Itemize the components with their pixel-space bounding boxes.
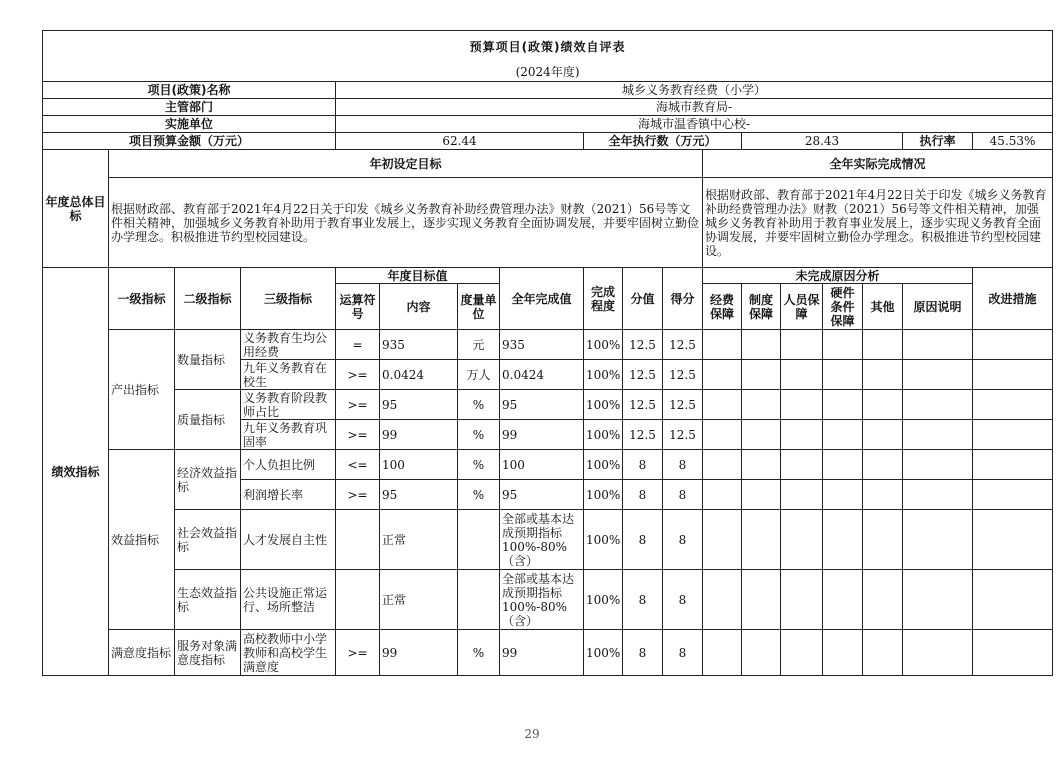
unit-cell: 元 <box>458 330 500 360</box>
full-score-cell: 12.5 <box>623 330 663 360</box>
score-cell: 12.5 <box>663 330 703 360</box>
unit-cell <box>458 570 500 630</box>
page-number: 29 <box>524 727 540 741</box>
unit-cell: % <box>458 420 500 450</box>
full-score-cell: 12.5 <box>623 360 663 390</box>
level3-cell: 个人负担比例 <box>241 450 336 480</box>
project-name-value: 城乡义务教育经费（小学） <box>336 82 1053 99</box>
unit-cell: 万人 <box>458 360 500 390</box>
actual-result-header: 全年实际完成情况 <box>703 150 1053 178</box>
header-reason-staff: 人员保障 <box>781 284 823 330</box>
full-score-cell: 8 <box>623 510 663 570</box>
actual-cell: 95 <box>500 480 584 510</box>
actual-cell: 935 <box>500 330 584 360</box>
header-reason-other: 其他 <box>863 284 903 330</box>
initial-goal-header: 年初设定目标 <box>109 150 703 178</box>
level3-cell: 利润增长率 <box>241 480 336 510</box>
header-reason-group: 未完成原因分析 <box>703 268 973 284</box>
table-row <box>43 390 1053 420</box>
actual-cell: 0.0424 <box>500 360 584 390</box>
score-cell: 8 <box>663 570 703 630</box>
unit-cell: % <box>458 480 500 510</box>
score-cell: 8 <box>663 480 703 510</box>
score-cell: 8 <box>663 450 703 480</box>
unit-cell: % <box>458 450 500 480</box>
completion-cell: 100% <box>584 330 623 360</box>
actual-cell: 99 <box>500 630 584 676</box>
operator-cell: <= <box>336 450 380 480</box>
table-row <box>43 450 1053 480</box>
budget-label: 项目预算金额（万元） <box>43 133 336 150</box>
unit-cell: % <box>458 630 500 676</box>
execution-value: 28.43 <box>742 133 903 150</box>
header-reason-hardware: 硬件条件保障 <box>823 284 863 330</box>
content-cell: 935 <box>380 330 458 360</box>
content-cell: 0.0424 <box>380 360 458 390</box>
full-score-cell: 8 <box>623 570 663 630</box>
level1-satisfaction: 满意度指标 <box>109 630 175 676</box>
actual-cell: 全部或基本达成预期指标100%-80%（含） <box>500 510 584 570</box>
operator-cell: >= <box>336 630 380 676</box>
operator-cell: >= <box>336 390 380 420</box>
level3-cell: 人才发展自主性 <box>241 510 336 570</box>
actual-cell: 99 <box>500 420 584 450</box>
execution-label: 全年执行数（万元） <box>584 133 742 150</box>
content-cell: 99 <box>380 420 458 450</box>
operator-cell: >= <box>336 420 380 450</box>
performance-indicators-label: 绩效指标 <box>43 268 109 676</box>
level2-service: 服务对象满意度指标 <box>175 630 241 676</box>
score-cell: 12.5 <box>663 390 703 420</box>
header-operator: 运算符号 <box>336 284 380 330</box>
level2-ecological: 生态效益指标 <box>175 570 241 630</box>
completion-cell: 100% <box>584 570 623 630</box>
content-cell: 正常 <box>380 570 458 630</box>
header-content: 内容 <box>380 284 458 330</box>
level2-quality: 质量指标 <box>175 390 241 450</box>
completion-cell: 100% <box>584 480 623 510</box>
score-cell: 8 <box>663 630 703 676</box>
header-full-score: 分值 <box>623 268 663 330</box>
completion-cell: 100% <box>584 360 623 390</box>
header-reason-explain: 原因说明 <box>903 284 973 330</box>
operator-cell: >= <box>336 360 380 390</box>
table-row <box>43 330 1053 360</box>
content-cell: 95 <box>380 480 458 510</box>
operator-cell <box>336 510 380 570</box>
full-score-cell: 12.5 <box>623 390 663 420</box>
actual-cell: 全部或基本达成预期指标100%-80%（含） <box>500 570 584 630</box>
execution-rate-label: 执行率 <box>903 133 973 150</box>
level2-quantity: 数量指标 <box>175 330 241 390</box>
content-cell: 95 <box>380 390 458 420</box>
table-row <box>43 510 1053 570</box>
completion-cell: 100% <box>584 450 623 480</box>
level3-cell: 九年义务教育在校生 <box>241 360 336 390</box>
level3-cell: 高校教师中小学教师和高校学生满意度 <box>241 630 336 676</box>
header-score: 得分 <box>663 268 703 330</box>
actual-cell: 100 <box>500 450 584 480</box>
operator-cell: >= <box>336 480 380 510</box>
content-cell: 正常 <box>380 510 458 570</box>
level2-economic: 经济效益指标 <box>175 450 241 510</box>
department-value: 海城市教育局- <box>336 99 1053 116</box>
header-improve: 改进措施 <box>973 268 1053 330</box>
execution-rate-value: 45.53% <box>973 133 1053 150</box>
report-year: (2024年度) <box>43 63 1053 82</box>
actual-result-text: 根据财政部、教育部于2021年4月22日关于印发《城乡义务教育补助经费管理办法》财教（2021）56号等文件相关精神，加强城乡义务教育补助用于教育事业发展上，逐步实现义务教育全面协调发展，并要牢固树立勤俭办学理念。积极推进节约型校园建设。 <box>703 178 1053 268</box>
level3-cell: 义务教育生均公用经费 <box>241 330 336 360</box>
level3-cell: 九年义务教育巩固率 <box>241 420 336 450</box>
table-row <box>43 630 1053 676</box>
evaluation-table <box>42 30 1053 676</box>
full-score-cell: 8 <box>623 450 663 480</box>
header-completion: 完成程度 <box>584 268 623 330</box>
project-name-label: 项目(政策)名称 <box>43 82 336 99</box>
evaluation-sheet <box>42 30 1052 676</box>
header-target-group: 年度目标值 <box>336 268 500 284</box>
header-level1: 一级指标 <box>109 268 175 330</box>
unit-cell: % <box>458 390 500 420</box>
completion-cell: 100% <box>584 630 623 676</box>
header-actual: 全年完成值 <box>500 268 584 330</box>
implementing-unit-label: 实施单位 <box>43 116 336 133</box>
score-cell: 12.5 <box>663 360 703 390</box>
completion-cell: 100% <box>584 390 623 420</box>
level1-output: 产出指标 <box>109 330 175 450</box>
department-label: 主管部门 <box>43 99 336 116</box>
header-unit: 度量单位 <box>458 284 500 330</box>
budget-value: 62.44 <box>336 133 584 150</box>
score-cell: 12.5 <box>663 420 703 450</box>
unit-cell <box>458 510 500 570</box>
completion-cell: 100% <box>584 510 623 570</box>
level3-cell: 公共设施正常运行、场所整洁 <box>241 570 336 630</box>
header-level3: 三级指标 <box>241 268 336 330</box>
actual-cell: 95 <box>500 390 584 420</box>
full-score-cell: 8 <box>623 630 663 676</box>
page-title: 预算项目(政策)绩效自评表 <box>43 31 1053 64</box>
score-cell: 8 <box>663 510 703 570</box>
full-score-cell: 8 <box>623 480 663 510</box>
level1-benefit: 效益指标 <box>109 450 175 630</box>
implementing-unit-value: 海城市温香镇中心校- <box>336 116 1053 133</box>
operator-cell: = <box>336 330 380 360</box>
initial-goal-text: 根据财政部、教育部于2021年4月22日关于印发《城乡义务教育补助经费管理办法》财教（2021）56号等文件相关精神，加强城乡义务教育补助用于教育事业发展上，逐步实现义务教育全面协调发展，并要牢固树立勤俭办学理念。积极推进节约型校园建设。 <box>109 178 703 268</box>
operator-cell <box>336 570 380 630</box>
header-reason-system: 制度保障 <box>742 284 781 330</box>
table-row <box>43 570 1053 630</box>
annual-goal-label: 年度总体目标 <box>43 150 109 268</box>
header-reason-fund: 经费保障 <box>703 284 742 330</box>
completion-cell: 100% <box>584 420 623 450</box>
full-score-cell: 12.5 <box>623 420 663 450</box>
level2-social: 社会效益指标 <box>175 510 241 570</box>
content-cell: 100 <box>380 450 458 480</box>
content-cell: 99 <box>380 630 458 676</box>
level3-cell: 义务教育阶段教师占比 <box>241 390 336 420</box>
header-level2: 二级指标 <box>175 268 241 330</box>
